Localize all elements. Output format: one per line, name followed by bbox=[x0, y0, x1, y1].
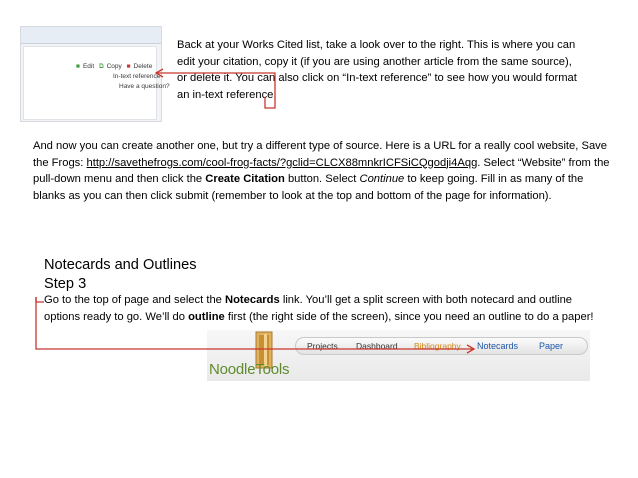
paragraph3-text-2: link. You’ll get a split screen with both notecard and outline options ready to go. We’ll do bbox=[44, 294, 573, 323]
paragraph2-text-1: And now you can create another one, but try a different type of source. Here is a URL for a really cool website, Save the Frogs: bbox=[33, 140, 607, 169]
nav-paper[interactable]: Paper bbox=[539, 341, 564, 351]
works-cited-paragraph: Back at your Works Cited list, take a look over to the right. This is where you can edit your citation, copy it (if you are using another article from the same source), or delete it. You can also click on “In-text reference” to see how you would format an in-text reference. bbox=[177, 39, 577, 101]
delete-link[interactable]: Delete bbox=[133, 63, 153, 70]
nav-notecards[interactable]: Notecards bbox=[477, 341, 519, 351]
arrow-to-notecards-line bbox=[36, 297, 44, 302]
create-citation-paragraph bbox=[33, 138, 618, 204]
have-a-question-link[interactable]: Have a question? bbox=[119, 83, 170, 90]
copy-link[interactable]: Copy bbox=[106, 63, 122, 70]
paragraph2-text-4: to keep going. Fill in as many of the blanks as you can then click submit (remember to look at the top and bottom of the page for information). bbox=[33, 173, 584, 202]
step-heading: Step 3 bbox=[44, 276, 87, 292]
noodletools-nav-screenshot bbox=[207, 330, 590, 381]
continue-italic: Continue bbox=[359, 173, 405, 185]
section-heading: Notecards and Outlines bbox=[44, 257, 197, 273]
works-cited-screenshot bbox=[20, 26, 170, 122]
nav-dashboard[interactable]: Dashboard bbox=[356, 341, 398, 351]
noodletools-logo-text: NoodleTools bbox=[209, 361, 290, 378]
edit-icon: ■ bbox=[76, 63, 80, 70]
citation-actions bbox=[76, 63, 155, 71]
create-citation-bold: Create Citation bbox=[205, 173, 285, 185]
edit-link[interactable]: Edit bbox=[82, 63, 95, 70]
nav-bibliography[interactable]: Bibliography bbox=[414, 341, 461, 351]
save-the-frogs-link[interactable]: http://savethefrogs.com/cool-frog-facts/?gclid=CLCX88mnkrICFSiCQgodji4Aqg bbox=[86, 156, 478, 169]
paragraph3-text-1: Go to the top of page and select the bbox=[44, 294, 225, 306]
delete-icon: ■ bbox=[126, 63, 131, 70]
paragraph2-text-3: button. Select bbox=[284, 173, 360, 185]
screenshot-topbar bbox=[21, 27, 161, 44]
nav-projects[interactable]: Projects bbox=[307, 341, 338, 351]
outline-bold: outline bbox=[188, 310, 225, 323]
notecards-bold: Notecards bbox=[225, 294, 280, 306]
paragraph2-text-2: . Select “Website” from the pull-down menu and then click the bbox=[33, 156, 610, 185]
copy-icon: ⧉ bbox=[98, 63, 104, 70]
in-text-reference-link[interactable]: In-text reference bbox=[113, 73, 161, 80]
paragraph3-text-3: first (the right side of the screen), since you need an outline to do a paper! bbox=[224, 310, 594, 323]
notecards-paragraph bbox=[44, 292, 604, 325]
